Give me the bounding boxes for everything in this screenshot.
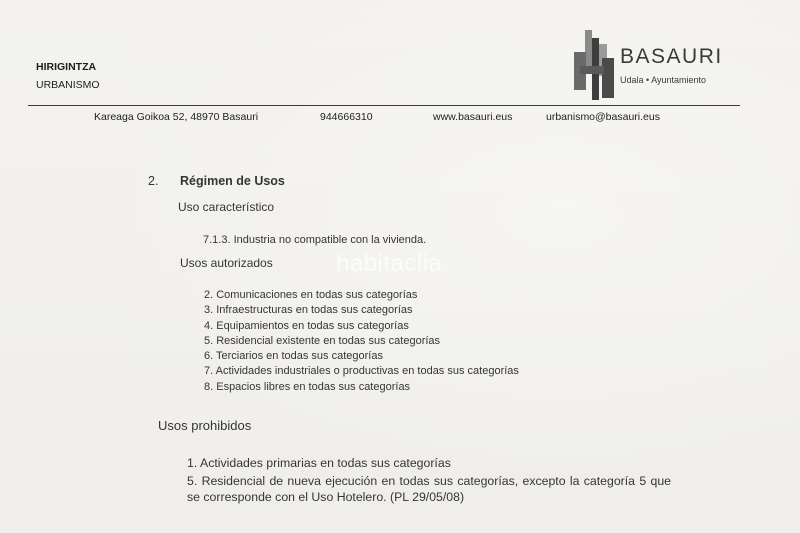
list-item: 8. Espacios libres en todas sus categorías — [204, 380, 411, 393]
logo-subtitle: Udala • Ayuntamiento — [620, 75, 707, 85]
prohibited-use-item: 1. Actividades primarias en todas sus categorías — [187, 456, 451, 470]
contact-phone: 944666310 — [320, 111, 373, 123]
contact-address: Kareaga Goikoa 52, 48970 Basauri — [94, 111, 259, 123]
header-divider — [28, 105, 740, 106]
logo-title: BASAURI — [620, 45, 723, 68]
department-name: HIRIGINTZA — [36, 61, 97, 73]
contact-email: urbanismo@basauri.eus — [546, 111, 660, 123]
list-item: 7. Actividades industriales o productivas en todas sus categorías — [204, 365, 519, 378]
basauri-logo — [572, 30, 742, 100]
prohibited-use-item: 5. Residencial de nueva ejecución en todas sus categorías, excepto la categoría 5 que se corresponde con el Uso Hotelero. (PL 29/05/08) — [187, 474, 671, 504]
authorized-uses-list — [204, 288, 519, 395]
list-item: 6. Terciarios en todas sus categorías — [204, 350, 383, 363]
department-block — [36, 58, 100, 94]
characteristic-use-heading: Uso característico — [178, 200, 275, 214]
prohibited-uses-heading: Usos prohibidos — [158, 418, 252, 433]
basauri-emblem-icon — [572, 30, 618, 100]
section-number: 2. — [148, 174, 159, 188]
list-item: 4. Equipamientos en todas sus categorías — [204, 319, 409, 332]
contact-website: www.basauri.eus — [433, 111, 513, 123]
list-item: 3. Infraestructuras en todas sus categorías — [204, 304, 413, 317]
authorized-uses-heading: Usos autorizados — [180, 256, 273, 270]
department-subtitle: URBANISMO — [36, 79, 100, 91]
list-item: 5. Residencial existente en todas sus categorías — [204, 334, 441, 347]
characteristic-use-item: 7.1.3. Industria no compatible con la vivienda. — [203, 234, 427, 246]
watermark: habitaclia — [336, 250, 443, 277]
section-title: Régimen de Usos — [180, 174, 285, 188]
list-item: 2. Comunicaciones en todas sus categorías — [204, 289, 418, 301]
